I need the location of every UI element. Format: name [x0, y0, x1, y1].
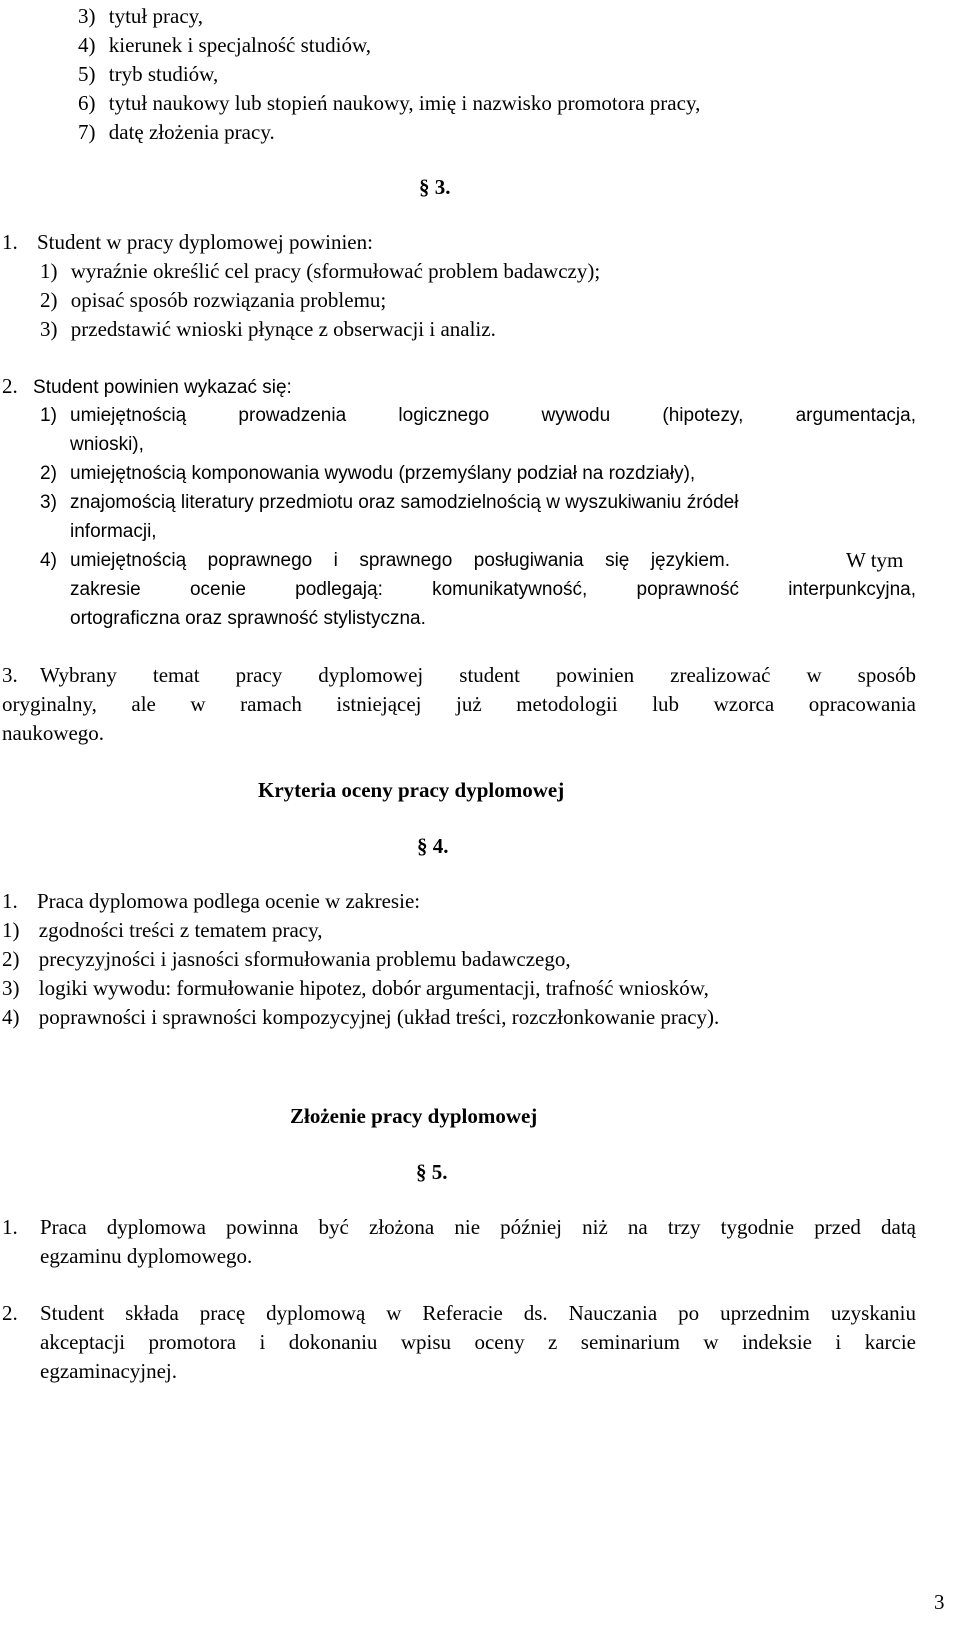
paragraph-number: 1.: [2, 1215, 18, 1239]
list-item: [40, 257, 600, 286]
item-text: zgodności treści z tematem pracy,: [38, 918, 323, 942]
paragraph-lead: [2, 228, 373, 257]
item-text: wyraźnie określić cel pracy (sformułować problem badawczy);: [70, 259, 601, 283]
paragraph-lead: [2, 372, 292, 402]
paragraph-text: egzaminacyjnej.: [40, 1359, 178, 1383]
paragraph-number: 2.: [2, 374, 18, 398]
item-number: 4): [2, 1005, 20, 1029]
paragraph-number: 1.: [2, 889, 18, 913]
list-item: [78, 89, 700, 118]
paragraph-text: Praca dyplomowa powinna być złożona nie później niż na trzy tygodnie przed datą: [40, 1215, 916, 1239]
item-text: opisać sposób rozwiązania problemu;: [70, 288, 387, 312]
item-number: 3): [40, 317, 58, 341]
paragraph-text: akceptacji promotora i dokonaniu wpisu oceny z seminarium w indeksie i karcie: [40, 1330, 916, 1354]
paragraph-text: egzaminu dyplomowego.: [40, 1244, 253, 1268]
list-item-text: ortograficzna oraz sprawność stylistyczna.: [70, 608, 426, 629]
list-item-text: umiejętnością prowadzenia logicznego wywodu (hipotezy, argumentacja,: [70, 405, 916, 426]
paragraph-text: Student w pracy dyplomowej powinien:: [37, 230, 373, 254]
paragraph-text: Student powinien wykazać się:: [33, 377, 292, 398]
list-item-number: 1): [40, 405, 57, 426]
item-text: datę złożenia pracy.: [108, 120, 275, 144]
list-item: [78, 118, 275, 147]
section-title: Kryteria oceny pracy dyplomowej: [258, 778, 565, 802]
item-text: przedstawić wnioski płynące z obserwacji i analiz.: [70, 317, 496, 341]
item-number: 3): [78, 4, 96, 28]
list-item-text: umiejętnością poprawnego i sprawnego posługiwania się językiem.: [70, 550, 730, 571]
list-item-text: zakresie ocenie podlegają: komunikatywność, poprawność interpunkcyjna,: [70, 579, 916, 600]
paragraph-text: naukowego.: [2, 721, 105, 745]
item-text: precyzyjności i jasności sformułowania problemu badawczego,: [38, 947, 571, 971]
list-item: [40, 315, 496, 344]
item-text: tytuł pracy,: [108, 4, 204, 28]
item-number: 1): [2, 918, 20, 942]
list-item: [2, 945, 571, 974]
paragraph-number: 3.: [2, 663, 18, 687]
list-item: [2, 916, 323, 945]
list-item: [2, 974, 709, 1003]
paragraph-text: Praca dyplomowa podlega ocenie w zakresie:: [37, 889, 421, 913]
list-item-text: W tym: [846, 548, 904, 572]
paragraph-text: Student składa pracę dyplomową w Referacie ds. Nauczania po uprzednim uzyskaniu: [40, 1301, 916, 1325]
item-number: 5): [78, 62, 96, 86]
list-item: [40, 286, 386, 315]
item-text: poprawności i sprawności kompozycyjnej (układ treści, rozczłonkowanie pracy).: [38, 1005, 720, 1029]
list-item-number: 2): [40, 463, 57, 484]
item-text: kierunek i specjalność studiów,: [108, 33, 371, 57]
paragraph-lead: [2, 887, 420, 916]
section-heading: § 3.: [419, 175, 451, 199]
list-item-number: 4): [40, 550, 57, 571]
paragraph-text: oryginalny, ale w ramach istniejącej już metodologii lub wzorca opracowania: [2, 692, 916, 716]
item-number: 1): [40, 259, 58, 283]
list-item-text: umiejętnością komponowania wywodu (przemyślany podział na rozdziały),: [70, 463, 696, 484]
list-item: [78, 60, 218, 89]
section-title: Złożenie pracy dyplomowej: [290, 1104, 538, 1128]
item-number: 3): [2, 976, 20, 1000]
list-item: [78, 31, 371, 60]
section-heading: § 4.: [417, 834, 449, 858]
item-number: 7): [78, 120, 96, 144]
item-text: logiki wywodu: formułowanie hipotez, dobór argumentacji, trafność wniosków,: [38, 976, 709, 1000]
paragraph-text: Wybrany temat pracy dyplomowej student powinien zrealizować w sposób: [40, 663, 916, 687]
item-number: 6): [78, 91, 96, 115]
list-item-text: informacji,: [70, 521, 157, 542]
section-heading: § 5.: [416, 1160, 448, 1184]
paragraph-number: 1.: [2, 230, 18, 254]
list-item-number: 3): [40, 492, 57, 513]
list-item-text: znajomością literatury przedmiotu oraz samodzielnością w wyszukiwaniu źródeł: [70, 492, 739, 513]
page-number: 3: [934, 1590, 945, 1614]
item-number: 4): [78, 33, 96, 57]
item-text: tytuł naukowy lub stopień naukowy, imię i nazwisko promotora pracy,: [108, 91, 701, 115]
item-text: tryb studiów,: [108, 62, 219, 86]
paragraph-number: 2.: [2, 1301, 18, 1325]
list-item: [2, 1003, 719, 1032]
item-number: 2): [40, 288, 58, 312]
list-item: [78, 2, 203, 31]
list-item-text: wnioski),: [70, 434, 144, 455]
item-number: 2): [2, 947, 20, 971]
